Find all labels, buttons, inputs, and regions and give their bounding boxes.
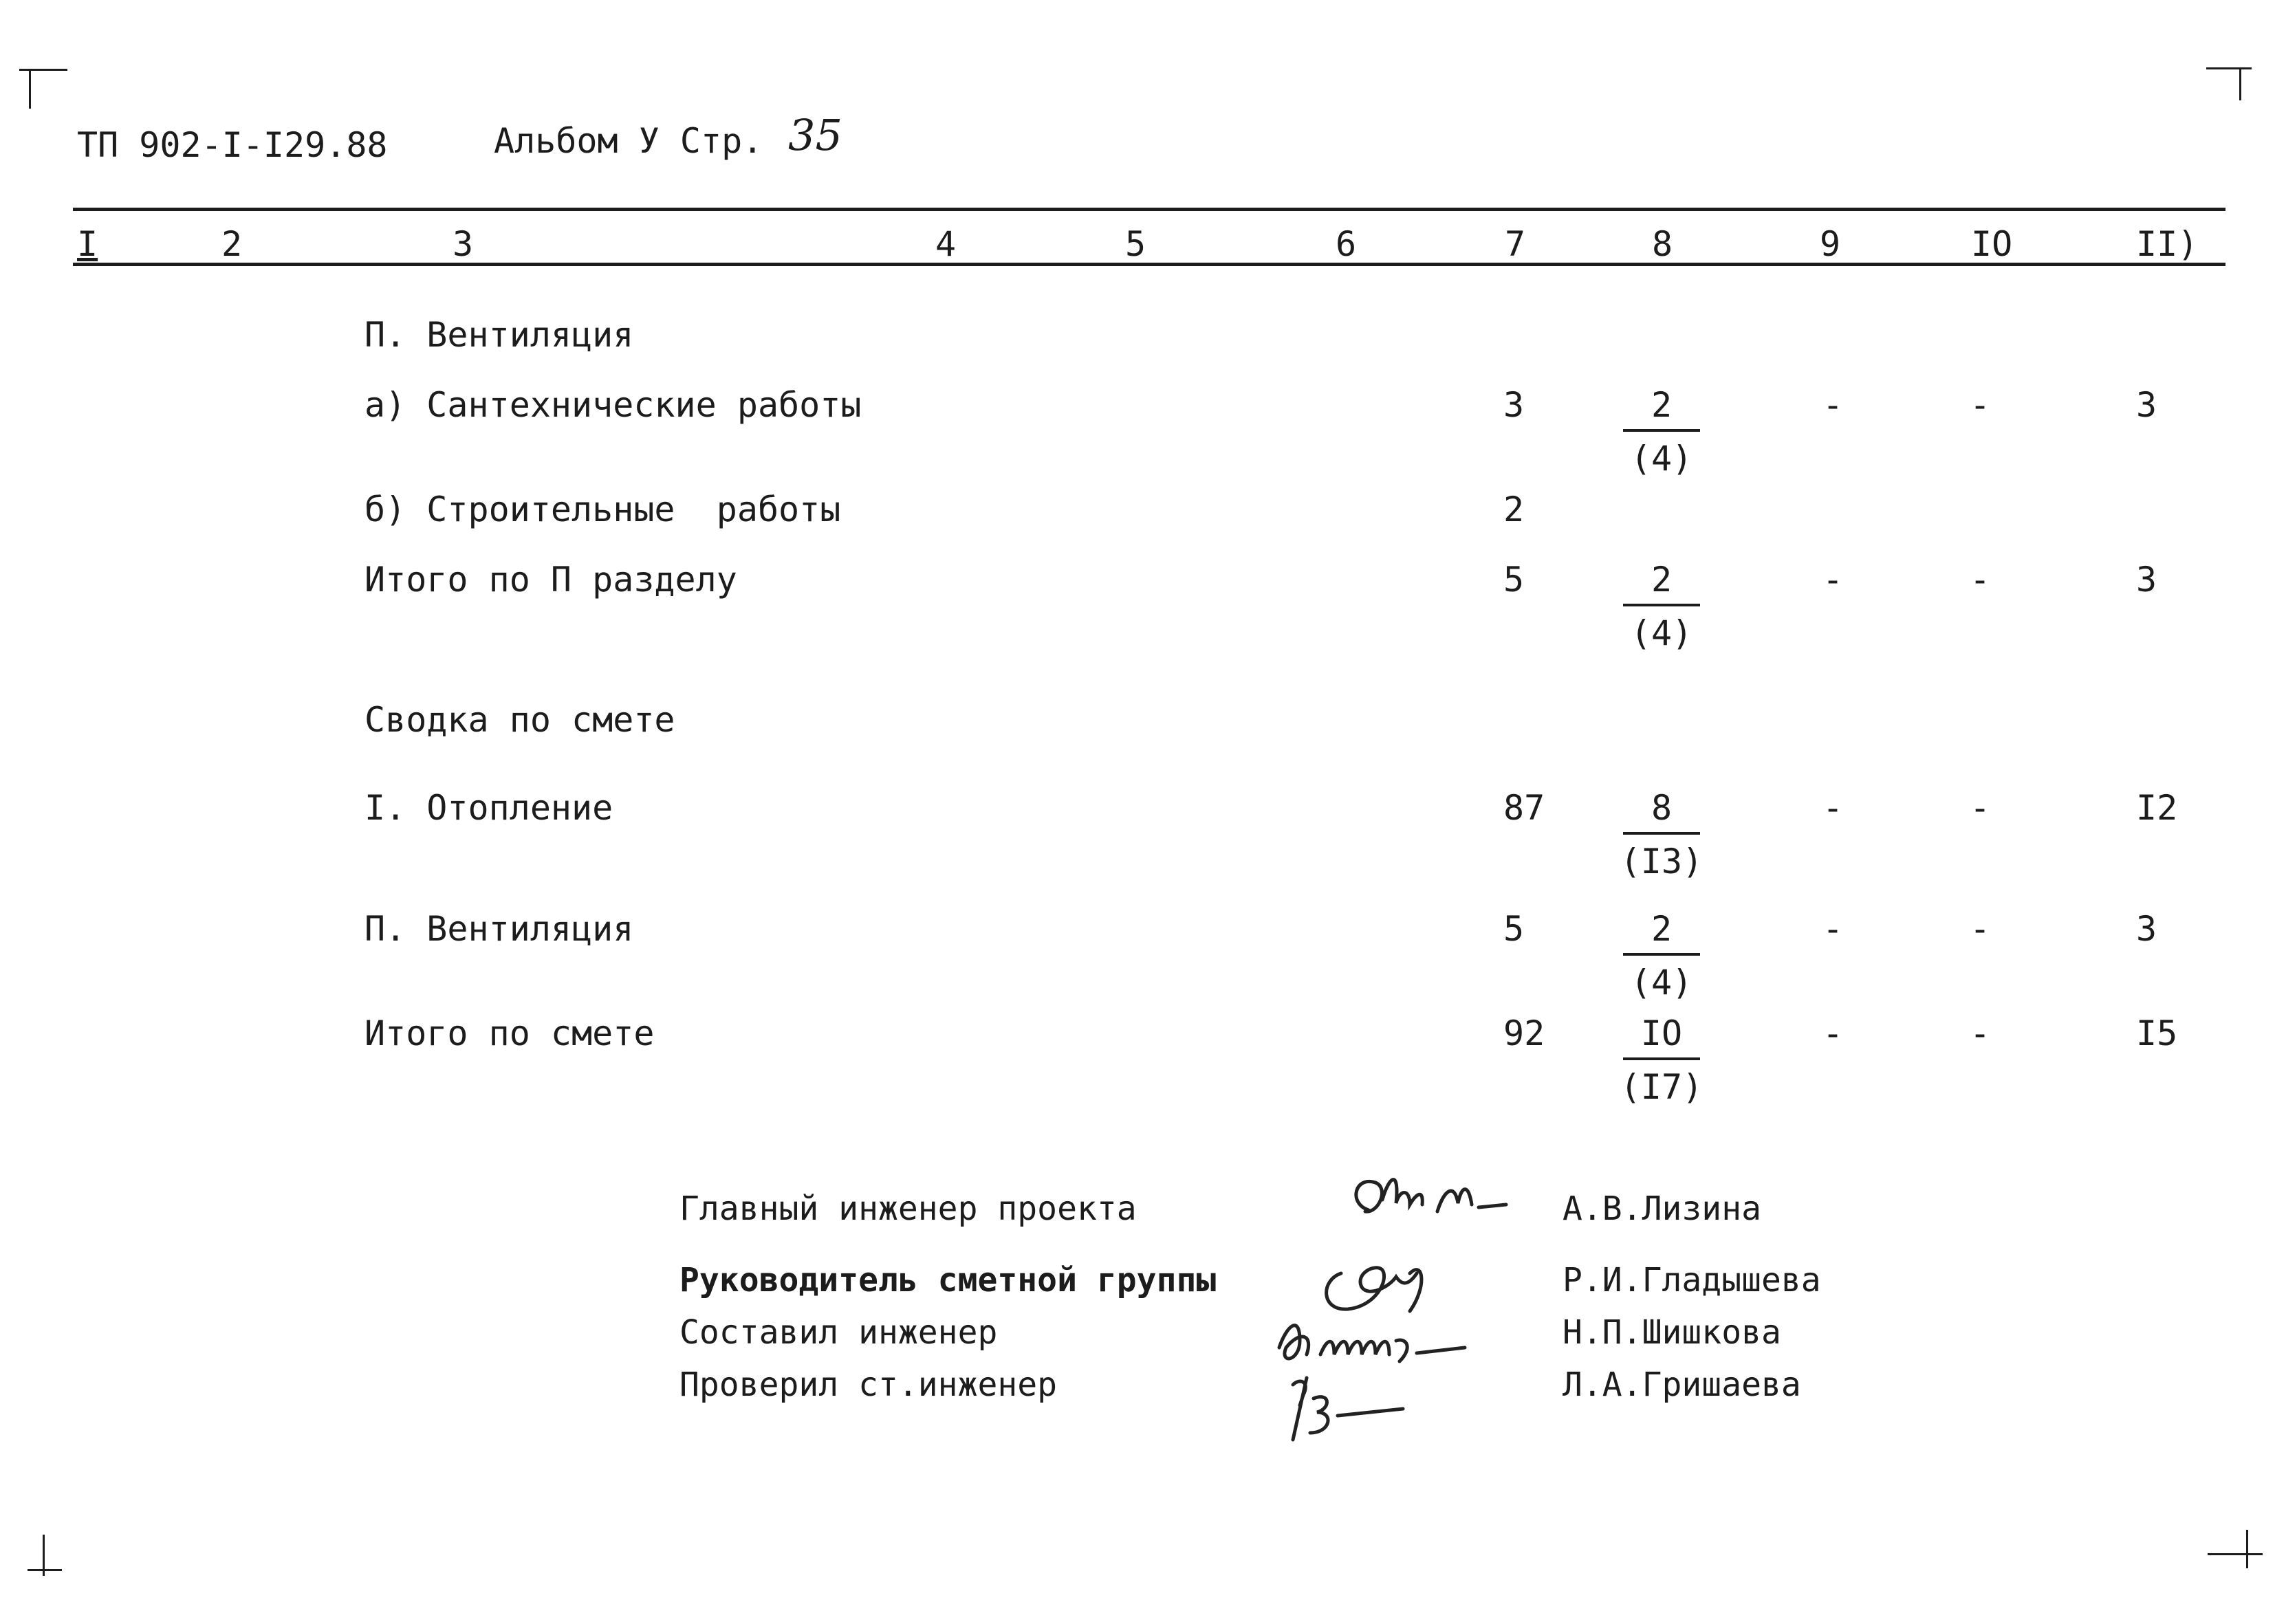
cell-col10: - xyxy=(1970,560,1991,600)
cell-col11: I2 xyxy=(2136,788,2178,828)
row-label: I. Отопление xyxy=(364,788,613,828)
row-label: П. Вентиляция xyxy=(364,909,634,949)
row-label: П. Вентиляция xyxy=(364,315,634,355)
col-header-8: 8 xyxy=(1652,224,1673,264)
cell-col8-fraction xyxy=(1613,385,1710,479)
cell-col9: - xyxy=(1822,788,1844,828)
signature-name: Л.А.Гришаева xyxy=(1563,1365,1801,1404)
row-label: Итого по П разделу xyxy=(364,560,737,600)
cell-col8-fraction xyxy=(1613,909,1710,1002)
signature-role: Проверил ст.инженер xyxy=(679,1365,1058,1404)
cell-col8-denominator: (4) xyxy=(1630,613,1693,653)
album-label: Альбом У Стр. xyxy=(494,121,763,161)
cell-col9: - xyxy=(1822,909,1844,949)
col-header-6: 6 xyxy=(1336,224,1357,264)
signature-name: А.В.Лизина xyxy=(1563,1189,1761,1228)
cell-col7: 5 xyxy=(1503,909,1525,949)
cell-col7: 3 xyxy=(1503,385,1525,425)
doc-code: ТП 902-I-I29.88 xyxy=(77,125,388,165)
cell-col10: - xyxy=(1970,909,1991,949)
signature-name: Н.П.Шишкова xyxy=(1563,1313,1781,1352)
signature-lizina xyxy=(1341,1162,1541,1238)
signature-role: Составил инженер xyxy=(679,1313,998,1352)
cell-col10: - xyxy=(1970,788,1991,828)
cell-col8-numerator: 2 xyxy=(1623,388,1700,432)
cell-col7: 2 xyxy=(1503,490,1525,529)
cell-col8-numerator: IO xyxy=(1623,1016,1700,1060)
cell-col11: I5 xyxy=(2136,1013,2178,1053)
row-label: б) Строительные работы xyxy=(364,490,841,529)
cell-col8-numerator: 2 xyxy=(1623,562,1700,606)
cell-col9: - xyxy=(1822,560,1844,600)
col-header-9: 9 xyxy=(1820,224,1841,264)
row-label: Итого по смете xyxy=(364,1013,655,1053)
cell-col11: 3 xyxy=(2136,385,2157,425)
col-header-11: II) xyxy=(2136,224,2199,264)
cell-col11: 3 xyxy=(2136,909,2157,949)
cell-col8-numerator: 8 xyxy=(1623,791,1700,835)
cell-col7: 5 xyxy=(1503,560,1525,600)
cell-col9: - xyxy=(1822,385,1844,425)
col-header-2: 2 xyxy=(221,224,243,264)
cell-col8-fraction xyxy=(1613,788,1710,881)
cell-col8-fraction xyxy=(1613,1013,1710,1107)
header-bottom-rule xyxy=(73,263,2225,266)
cell-col11: 3 xyxy=(2136,560,2157,600)
row-label: а) Сантехнические работы xyxy=(364,385,862,425)
col-header-7: 7 xyxy=(1505,224,1526,264)
cell-col8-denominator: (I7) xyxy=(1620,1067,1703,1107)
header-top-rule xyxy=(73,208,2225,211)
cell-col8-denominator: (4) xyxy=(1630,439,1693,479)
cell-col7: 92 xyxy=(1503,1013,1545,1053)
row-label: Сводка по смете xyxy=(364,700,675,740)
signature-name: Р.И.Гладышева xyxy=(1563,1261,1821,1299)
cell-col7: 87 xyxy=(1503,788,1545,828)
cell-col10: - xyxy=(1970,1013,1991,1053)
cell-col8-fraction xyxy=(1613,560,1710,653)
cell-col8-denominator: (4) xyxy=(1630,963,1693,1002)
col-header-1: I xyxy=(77,224,98,264)
signature-role: Руководитель сметной группы xyxy=(679,1261,1217,1299)
col-header-5: 5 xyxy=(1125,224,1146,264)
cell-col9: - xyxy=(1822,1013,1844,1053)
col-header-3: 3 xyxy=(453,224,474,264)
col-header-10: IO xyxy=(1971,224,2013,264)
cell-col8-numerator: 2 xyxy=(1623,912,1700,956)
cell-col8-denominator: (I3) xyxy=(1620,842,1703,881)
cell-col10: - xyxy=(1970,385,1991,425)
col-header-4: 4 xyxy=(935,224,957,264)
signature-role: Главный инженер проекта xyxy=(679,1189,1137,1228)
page-number: 35 xyxy=(788,110,842,160)
signature-grishaeva xyxy=(1272,1364,1444,1453)
